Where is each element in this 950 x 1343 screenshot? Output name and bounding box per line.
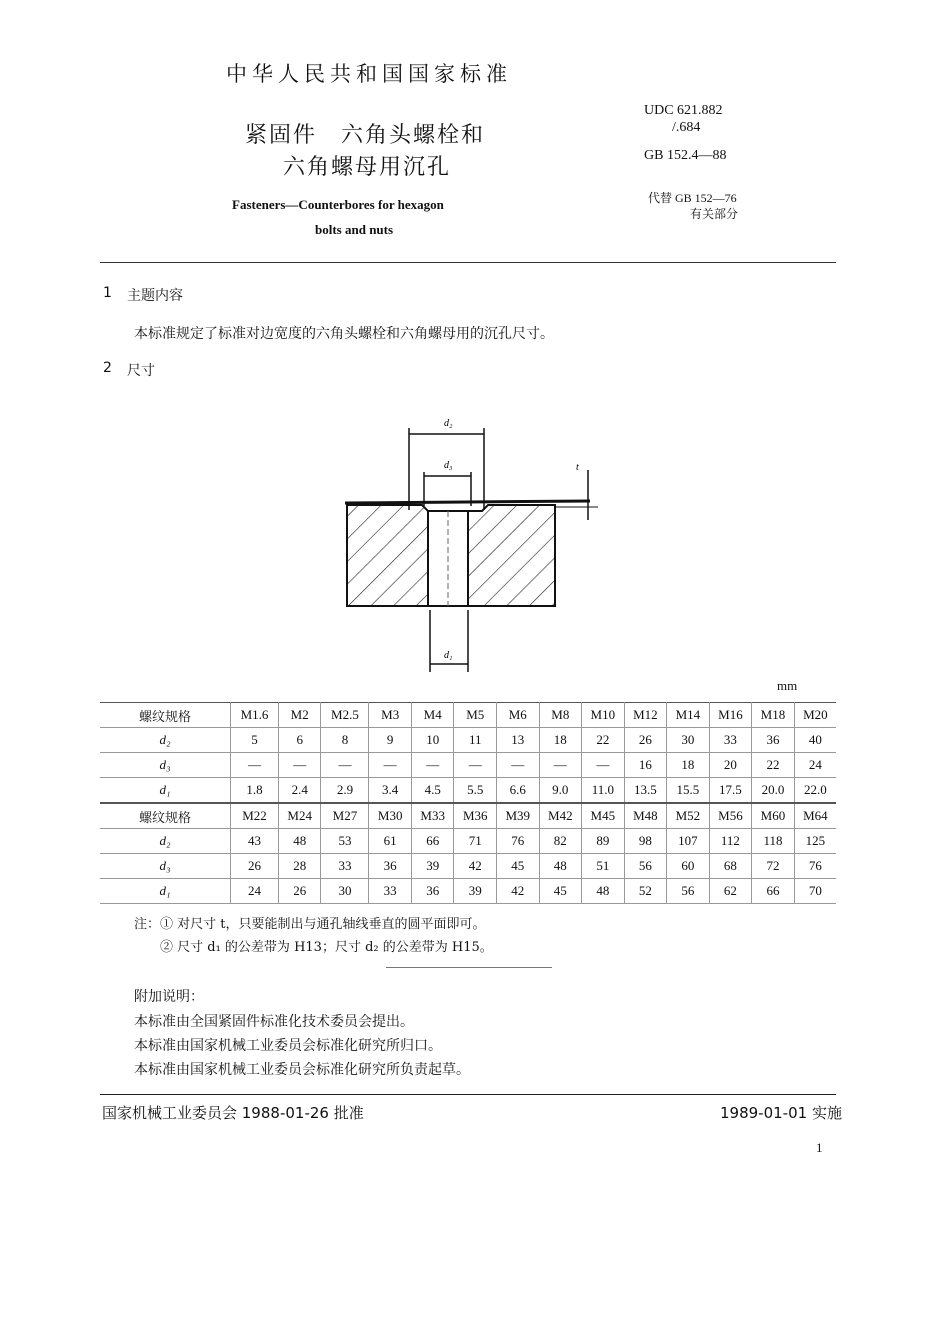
cell-d1: 22.0	[794, 778, 836, 804]
cell-d3: 20	[709, 753, 752, 778]
cell-d1: 24	[231, 879, 279, 904]
footer-divider	[100, 1094, 836, 1095]
cell-d1: 4.5	[411, 778, 454, 804]
section-1-number: 1	[103, 285, 112, 301]
note-1: 注：① 对尺寸 t，只要能制出与通孔轴线垂直的圆平面即可。	[134, 917, 486, 932]
cell-d1: 52	[624, 879, 667, 904]
cell-d2: 125	[794, 829, 836, 854]
cell-thread-spec: M45	[582, 803, 625, 829]
counterbore-drawing	[340, 410, 610, 680]
cell-d1: 5.5	[454, 778, 497, 804]
cell-d1: 13.5	[624, 778, 667, 804]
cell-thread-spec: M8	[539, 703, 582, 728]
cell-d2: 53	[321, 829, 369, 854]
cell-d2: 26	[624, 728, 667, 753]
cell-d3: —	[278, 753, 321, 778]
cell-d1: 11.0	[582, 778, 625, 804]
cell-d1: 62	[709, 879, 752, 904]
section-2-number: 2	[103, 360, 112, 376]
implementation-text: 1989-01-01 实施	[720, 1104, 842, 1122]
right-section-block	[468, 505, 555, 606]
cell-d3: 42	[454, 854, 497, 879]
cell-d3: 22	[752, 753, 795, 778]
note-2: ② 尺寸 d₁ 的公差带为 H13；尺寸 d₂ 的公差带为 H15。	[160, 940, 493, 955]
cell-d3: —	[497, 753, 540, 778]
cell-d2: 112	[709, 829, 752, 854]
cell-d2: 43	[231, 829, 279, 854]
cell-d2: 33	[709, 728, 752, 753]
replaces-line-1: 代替 GB 152—76	[648, 191, 737, 205]
row-label-d2: d₂	[100, 728, 231, 753]
table-row	[100, 703, 836, 728]
cell-d2: 10	[411, 728, 454, 753]
cell-d1: 33	[369, 879, 412, 904]
cell-d2: 5	[231, 728, 279, 753]
cell-thread-spec: M27	[321, 803, 369, 829]
page-number: 1	[816, 1140, 823, 1155]
cell-d3: 72	[752, 854, 795, 879]
row-label-d1: d₁	[100, 778, 231, 804]
cell-d1: 1.8	[231, 778, 279, 804]
cell-thread-spec: M12	[624, 703, 667, 728]
table-row	[100, 778, 836, 804]
cell-d2: 18	[539, 728, 582, 753]
cell-d3: 76	[794, 854, 836, 879]
cell-thread-spec: M33	[411, 803, 454, 829]
cell-thread-spec: M18	[752, 703, 795, 728]
cell-d1: 2.9	[321, 778, 369, 804]
cell-thread-spec: M52	[667, 803, 710, 829]
row-label-d3: d₃	[100, 854, 231, 879]
cell-d3: —	[321, 753, 369, 778]
cell-thread-spec: M16	[709, 703, 752, 728]
cell-thread-spec: M3	[369, 703, 412, 728]
cell-thread-spec: M24	[278, 803, 321, 829]
top-surface-line	[345, 501, 590, 503]
cell-thread-spec: M10	[582, 703, 625, 728]
additional-line-3: 本标准由国家机械工业委员会标准化研究所负责起草。	[134, 1062, 470, 1078]
cell-d2: 36	[752, 728, 795, 753]
additional-line-2: 本标准由国家机械工业委员会标准化研究所归口。	[134, 1038, 442, 1054]
row-label-d2: d₂	[100, 829, 231, 854]
header-divider	[100, 262, 836, 263]
row-label-d3: d₃	[100, 753, 231, 778]
cell-d2: 98	[624, 829, 667, 854]
d3-label: d₃	[444, 460, 453, 471]
cell-d2: 8	[321, 728, 369, 753]
d2-label: d₂	[444, 418, 453, 429]
cell-d1: 17.5	[709, 778, 752, 804]
cell-d2: 89	[582, 829, 625, 854]
cell-thread-spec: M48	[624, 803, 667, 829]
cell-d1: 66	[752, 879, 795, 904]
row-label-thread-spec: 螺纹规格	[100, 803, 231, 829]
cell-d1: 45	[539, 879, 582, 904]
cell-d1: 9.0	[539, 778, 582, 804]
cell-d3: 51	[582, 854, 625, 879]
scope-paragraph: 本标准规定了标准对边宽度的六角头螺栓和六角螺母用的沉孔尺寸。	[134, 326, 554, 342]
d1-label: d₁	[444, 650, 453, 661]
cell-thread-spec: M6	[497, 703, 540, 728]
cell-thread-spec: M20	[794, 703, 836, 728]
cell-thread-spec: M36	[454, 803, 497, 829]
cell-thread-spec: M60	[752, 803, 795, 829]
cell-d3: 18	[667, 753, 710, 778]
cell-thread-spec: M56	[709, 803, 752, 829]
cell-d2: 6	[278, 728, 321, 753]
cell-d3: 60	[667, 854, 710, 879]
cell-d1: 30	[321, 879, 369, 904]
title-line-1: 紧固件 六角头螺栓和	[245, 123, 486, 148]
cell-d3: 33	[321, 854, 369, 879]
cell-d2: 82	[539, 829, 582, 854]
cell-d3: 26	[231, 854, 279, 879]
row-label-thread-spec: 螺纹规格	[100, 703, 231, 728]
table-row	[100, 829, 836, 854]
cell-thread-spec: M64	[794, 803, 836, 829]
cell-thread-spec: M1.6	[231, 703, 279, 728]
cell-d3: 36	[369, 854, 412, 879]
cell-d3: 68	[709, 854, 752, 879]
cell-d2: 76	[497, 829, 540, 854]
cell-d3: 28	[278, 854, 321, 879]
cell-d3: 48	[539, 854, 582, 879]
udc-code: UDC 621.882	[644, 103, 723, 118]
notes-divider	[386, 967, 552, 968]
left-section-block	[347, 505, 428, 606]
english-title-line-1: Fasteners—Counterbores for hexagon	[232, 197, 444, 212]
gb-number: GB 152.4—88	[644, 148, 727, 163]
cell-d2: 13	[497, 728, 540, 753]
cell-thread-spec: M2	[278, 703, 321, 728]
cell-d1: 20.0	[752, 778, 795, 804]
cell-d1: 6.6	[497, 778, 540, 804]
cell-d3: 39	[411, 854, 454, 879]
cell-thread-spec: M39	[497, 803, 540, 829]
additional-title: 附加说明：	[134, 989, 204, 1005]
replaces-line-2: 有关部分	[690, 207, 739, 221]
cell-d2: 30	[667, 728, 710, 753]
cell-thread-spec: M42	[539, 803, 582, 829]
udc-code-cont: /.684	[672, 120, 701, 135]
cell-d3: —	[369, 753, 412, 778]
cell-d1: 2.4	[278, 778, 321, 804]
cell-d1: 15.5	[667, 778, 710, 804]
cell-d3: —	[454, 753, 497, 778]
cell-d3: 16	[624, 753, 667, 778]
cell-thread-spec: M5	[454, 703, 497, 728]
national-standard-heading: 中华人民共和国国家标准	[226, 62, 512, 86]
cell-d3: 24	[794, 753, 836, 778]
section-2-title: 尺寸	[127, 363, 155, 379]
cell-d2: 22	[582, 728, 625, 753]
approval-text: 国家机械工业委员会 1988-01-26 批准	[102, 1104, 364, 1122]
cell-d2: 9	[369, 728, 412, 753]
table-row	[100, 879, 836, 904]
table-row	[100, 803, 836, 829]
cell-thread-spec: M2.5	[321, 703, 369, 728]
cell-d2: 48	[278, 829, 321, 854]
t-label: t	[576, 462, 579, 473]
cell-thread-spec: M22	[231, 803, 279, 829]
table-row	[100, 728, 836, 753]
section-1-title: 主题内容	[127, 288, 183, 304]
cell-d1: 39	[454, 879, 497, 904]
table-row	[100, 753, 836, 778]
cell-d2: 66	[411, 829, 454, 854]
cell-d1: 42	[497, 879, 540, 904]
english-title-line-2: bolts and nuts	[315, 222, 394, 237]
title-line-2: 六角螺母用沉孔	[283, 155, 452, 180]
cell-d3: 45	[497, 854, 540, 879]
cell-thread-spec: M30	[369, 803, 412, 829]
cell-d2: 40	[794, 728, 836, 753]
cell-d1: 56	[667, 879, 710, 904]
cell-d1: 3.4	[369, 778, 412, 804]
row-label-d1: d₁	[100, 879, 231, 904]
additional-line-1: 本标准由全国紧固件标准化技术委员会提出。	[134, 1014, 414, 1030]
dimension-table	[100, 702, 836, 904]
cell-d1: 26	[278, 879, 321, 904]
cell-thread-spec: M14	[667, 703, 710, 728]
cell-d2: 11	[454, 728, 497, 753]
cell-d3: —	[231, 753, 279, 778]
cell-d2: 118	[752, 829, 795, 854]
cell-d1: 36	[411, 879, 454, 904]
table-row	[100, 854, 836, 879]
cell-d1: 48	[582, 879, 625, 904]
cell-d3: —	[411, 753, 454, 778]
cell-d2: 61	[369, 829, 412, 854]
cell-d3: —	[582, 753, 625, 778]
cell-d2: 71	[454, 829, 497, 854]
cell-d3: 56	[624, 854, 667, 879]
cell-d3: —	[539, 753, 582, 778]
cell-d1: 70	[794, 879, 836, 904]
unit-label: mm	[777, 678, 798, 693]
cell-thread-spec: M4	[411, 703, 454, 728]
cell-d2: 107	[667, 829, 710, 854]
